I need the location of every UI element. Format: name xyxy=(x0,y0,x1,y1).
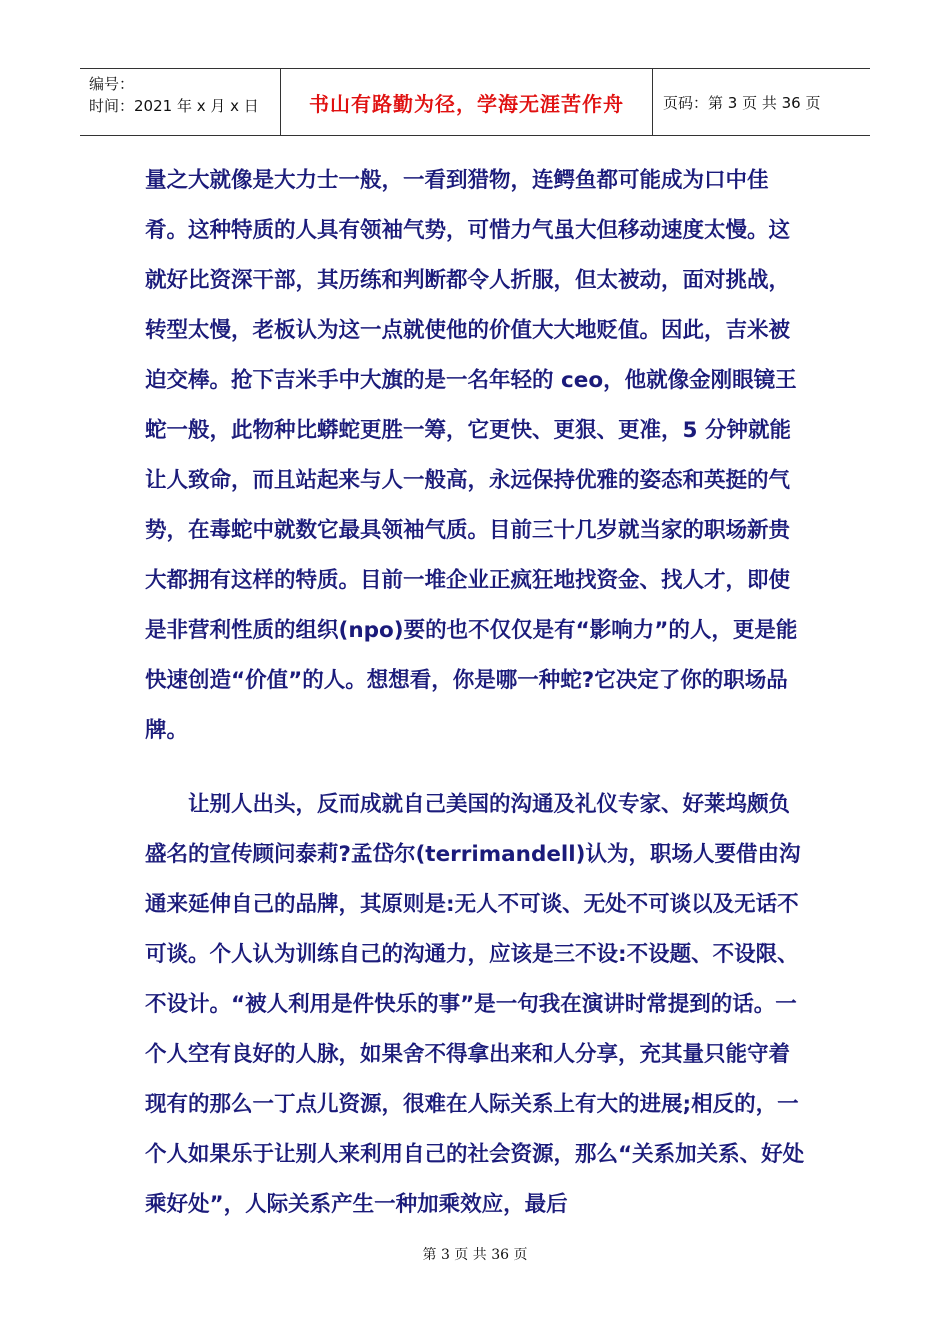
paragraph-1: 量之大就像是大力士一般，一看到猎物，连鳄鱼都可能成为口中佳肴。这种特质的人具有领袖气势，可惜力气虽大但移动速度太慢。这就好比资深干部，其历练和判断都令人折服，但太被动，面对挑战，转型太慢，老板认为这一点就使他的价值大大地贬值。因此，吉米被迫交棒。抢下吉米手中大旗的是一名年轻的 ceo，他就像金刚眼镜王蛇一般，此物种比蟒蛇更胜一筹，它更快、更狠、更准，5 分钟就能让人致命，而且站起来与人一般高，永远保持优雅的姿态和英挺的气势，在毒蛇中就数它最具领袖气质。目前三十几岁就当家的职场新贵大都拥有这样的特质。目前一堆企业正疯狂地找资金、找人才，即使是非营利性质的组织(npo)要的也不仅仅是有“影响力”的人，更是能快速创造“价值”的人。想想看，你是哪一种蛇?它决定了你的职场品牌。 xyxy=(145,168,798,743)
number-label: 编号： xyxy=(89,75,135,93)
header-meta xyxy=(80,69,280,135)
header-motto-cell xyxy=(280,69,653,135)
header-page-info xyxy=(653,69,870,135)
date-line: 时间：2021 年 x 月 x 日 xyxy=(89,97,259,115)
document-body xyxy=(145,156,805,1230)
page-footer xyxy=(0,1244,950,1264)
document-header xyxy=(80,68,870,136)
paragraph-2: 让别人出头，反而成就自己美国的沟通及礼仪专家、好莱坞颇负盛名的宣传顾问泰莉?孟岱尔(terrimandell)认为，职场人要借由沟通来延伸自己的品牌，其原则是:无人不可谈、无处不可谈以及无话不可谈。个人认为训练自己的沟通力，应该是三不设:不设题、不设限、不设计。“被人利用是件快乐的事”是一句我在演讲时常提到的话。一个人空有良好的人脉，如果舍不得拿出来和人分享，充其量只能守着现有的那么一丁点儿资源，很难在人际关系上有大的进展;相反的，一个人如果乐于让别人来利用自己的社会资源，那么“关系加关系、好处乘好处”，人际关系产生一种加乘效应，最后 xyxy=(145,792,805,1217)
page-info-text: 页码：第 3 页 共 36 页 xyxy=(663,93,821,112)
footer-page-number: 第 3 页 共 36 页 xyxy=(422,1247,528,1263)
motto-text: 书山有路勤为径，学海无涯苦作舟 xyxy=(309,91,624,116)
